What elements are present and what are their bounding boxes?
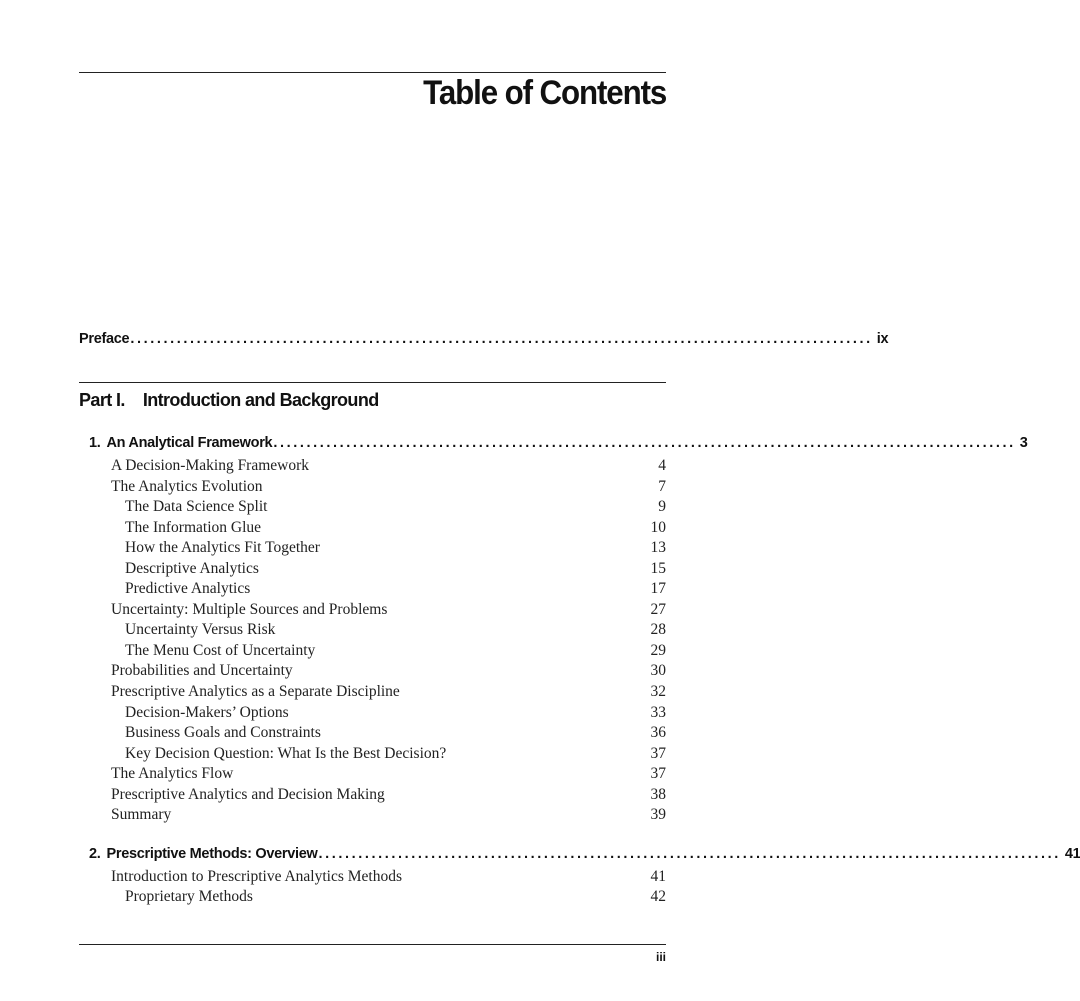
toc-entry[interactable]: [111, 456, 666, 476]
entry-page: 7: [658, 478, 666, 495]
entry-page: 30: [650, 662, 666, 679]
entry-title: How the Analytics Fit Together: [125, 539, 320, 556]
entry-title: Introduction to Prescriptive Analytics Methods: [111, 868, 403, 885]
page-title: Table of Contents: [422, 74, 666, 112]
chapter-2-number: 2.: [89, 846, 101, 862]
entry-title: Uncertainty Versus Risk: [125, 621, 276, 638]
leader-dots: ................................................................................................................: [130, 331, 873, 347]
entry-title: A Decision-Making Framework: [111, 457, 310, 474]
entry-title: Summary: [111, 806, 172, 823]
toc-entry[interactable]: [125, 497, 666, 517]
chapter-1-page: 3: [1019, 435, 1028, 451]
toc-entry[interactable]: [125, 559, 666, 579]
entry-title: The Menu Cost of Uncertainty: [125, 642, 316, 659]
toc-entry[interactable]: [111, 867, 666, 887]
entry-page: 37: [650, 765, 666, 782]
entry-page: 27: [650, 601, 666, 618]
bottom-rule: [79, 944, 666, 945]
part-heading: [79, 390, 379, 411]
toc-entry[interactable]: [125, 538, 666, 558]
entry-page: 37: [650, 745, 666, 762]
entry-page: 9: [658, 498, 666, 515]
entry-title: Proprietary Methods: [125, 888, 253, 905]
page-folio: iii: [655, 950, 666, 964]
entry-page: 39: [650, 806, 666, 823]
entry-title: Uncertainty: Multiple Sources and Problems: [111, 601, 388, 618]
entry-page: 28: [650, 621, 666, 638]
toc-entry[interactable]: [111, 785, 666, 805]
entry-title: The Data Science Split: [125, 498, 268, 515]
entry-page: 36: [650, 724, 666, 741]
entry-page: 15: [650, 560, 666, 577]
toc-entry[interactable]: [125, 723, 666, 743]
chapter-2-page: 41: [1064, 846, 1080, 862]
part-number: Part I.: [79, 390, 125, 410]
entry-title: Decision-Makers’ Options: [125, 704, 289, 721]
entry-title: Prescriptive Analytics as a Separate Discipline: [111, 683, 400, 700]
toc-entry[interactable]: [125, 744, 666, 764]
toc-entry[interactable]: [125, 579, 666, 599]
entry-title: The Analytics Evolution: [111, 478, 263, 495]
entry-page: 33: [650, 704, 666, 721]
entry-title: The Analytics Flow: [111, 765, 234, 782]
toc-entry[interactable]: [111, 682, 666, 702]
entry-title: Key Decision Question: What Is the Best Decision?: [125, 745, 447, 762]
toc-entry[interactable]: [125, 641, 666, 661]
entry-title: Predictive Analytics: [125, 580, 251, 597]
entry-page: 32: [650, 683, 666, 700]
entry-page: 42: [650, 888, 666, 905]
entry-page: 29: [650, 642, 666, 659]
part-title: Introduction and Background: [142, 390, 379, 410]
preface-page: ix: [876, 331, 889, 347]
entry-page: 4: [658, 457, 666, 474]
chapter-2-title: Prescriptive Methods: Overview: [106, 846, 318, 862]
chapter-1-title: An Analytical Framework: [106, 435, 273, 451]
part-rule: [79, 382, 666, 383]
entry-title: Prescriptive Analytics and Decision Making: [111, 786, 385, 803]
top-rule: [79, 72, 666, 73]
entry-title: Descriptive Analytics: [125, 560, 259, 577]
chapter-1-number: 1.: [89, 435, 101, 451]
toc-preface[interactable]: [79, 331, 889, 347]
toc-chapter-1[interactable]: [89, 435, 1028, 451]
toc-entry[interactable]: [125, 703, 666, 723]
entry-page: 17: [650, 580, 666, 597]
entry-page: 41: [650, 868, 666, 885]
entry-page: 38: [650, 786, 666, 803]
toc-entry[interactable]: [111, 661, 666, 681]
toc-entry[interactable]: [111, 600, 666, 620]
toc-entry[interactable]: [111, 764, 666, 784]
leader-dots: ................................................................................................................: [273, 435, 1016, 451]
toc-entry[interactable]: [125, 518, 666, 538]
toc-entry[interactable]: [125, 887, 666, 907]
leader-dots: ................................................................................................................: [318, 846, 1061, 862]
entry-title: Probabilities and Uncertainty: [111, 662, 293, 679]
toc-entry[interactable]: [111, 477, 666, 497]
entry-title: Business Goals and Constraints: [125, 724, 321, 741]
toc-chapter-2[interactable]: [89, 846, 1080, 862]
entry-page: 13: [650, 539, 666, 556]
preface-label: Preface: [79, 331, 130, 347]
entry-page: 10: [650, 519, 666, 536]
entry-title: The Information Glue: [125, 519, 262, 536]
toc-entry[interactable]: [125, 620, 666, 640]
toc-entry[interactable]: [111, 805, 666, 825]
